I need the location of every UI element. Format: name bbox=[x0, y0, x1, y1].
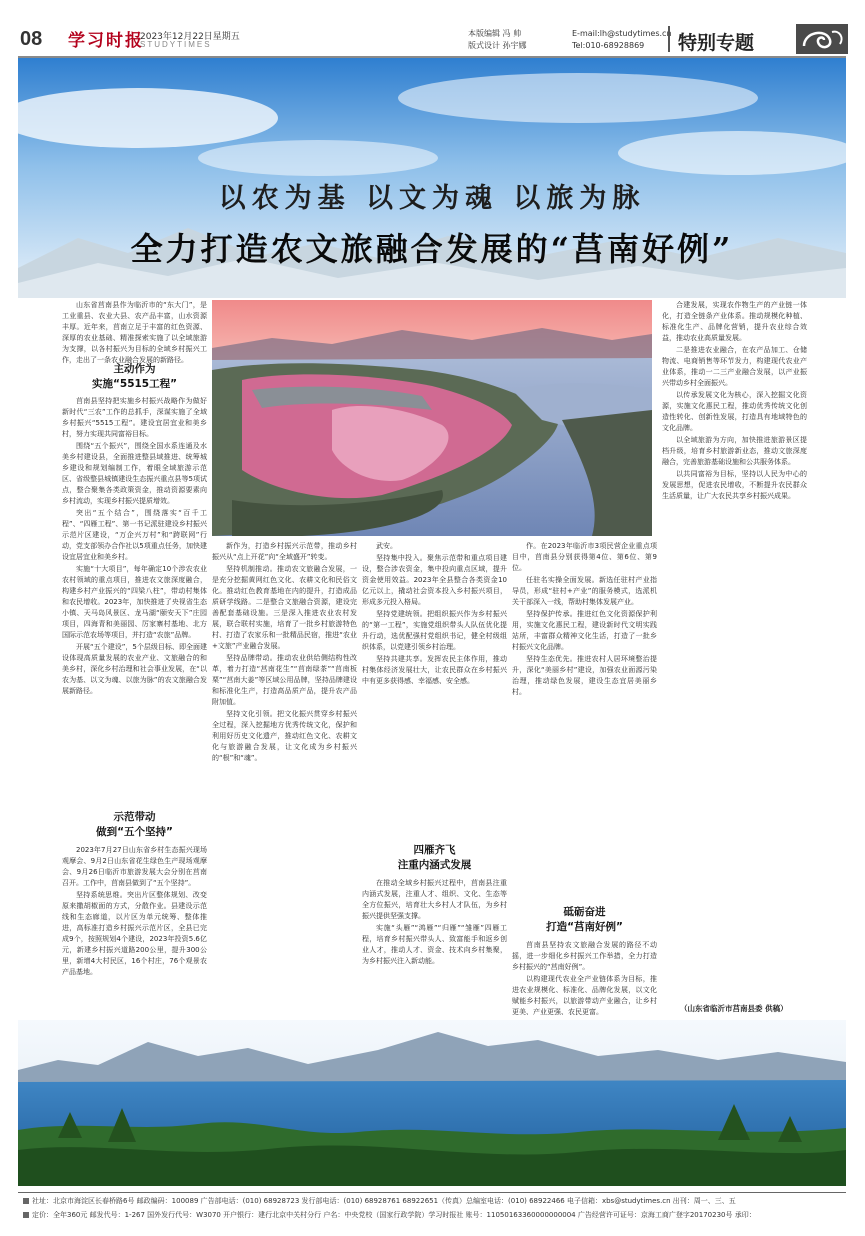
paragraph: 开展“五个建设”，5个层级目标、即全面建设体现高质量发展的农业产业、文旅融合的和美乡村，深化乡村治理和社会事业发展，在“以农为基、以文为魂、以旅为脉”的农文旅融合发展新路径。 bbox=[62, 643, 207, 695]
section-tab bbox=[668, 26, 848, 52]
paragraph: 坚持保护传承。推进红色文化资源保护利用，实施文化惠民工程，建设新时代文明实践站所，丰富群众精神文化生活，打造了一批乡村振兴文化品牌。 bbox=[512, 610, 657, 651]
headline-line-2: 全力打造农文旅融合发展的“莒南好例” bbox=[130, 230, 734, 268]
phone-line: Tel:010-68928869 bbox=[572, 41, 645, 50]
section-3-heading bbox=[362, 843, 507, 873]
section-4-heading-line: 砥砺奋进 打造“莒南好例” bbox=[546, 906, 623, 933]
paragraph: 坚持品牌带动。推动农业供给侧结构性改革，着力打造“莒南花生”“莒南绿茶”“莒南板栗”“莒南大姜”等区域公用品牌，坚持品牌建设和标准化生产，打造高品质产品，提升农产品附加值。 bbox=[212, 654, 357, 706]
paragraph: 围绕“五个振兴”，围绕全国水系连通及水美乡村建设县，全面推进整县域推进、统筹城乡建设和规划编制工作，着眼全域旅游示范区、省级整县城镇建设生态振兴重点县等5项试点，整合聚集各类政策资金，推动资源要素向乡村流动，实现乡村振兴提质增效。 bbox=[62, 442, 207, 505]
issue-date: 2023年12月22日星期五 bbox=[140, 32, 240, 42]
intro-text bbox=[62, 300, 207, 364]
editor-info bbox=[468, 28, 527, 52]
footer-rule bbox=[18, 1192, 846, 1193]
section-title: 特别专题 bbox=[678, 32, 755, 54]
village-aerial-image bbox=[212, 300, 652, 536]
paragraph: 坚持机制推动。推动农文旅融合发展，一是充分挖掘黄网红色文化、农耕文化和民俗文化。推动红色教育基地在内的提升，打造成品质研学线路。二是整合文旅融合资源，建设完善配套基础设施。三是深入推进农业农村发展，联合联村实施，培育了一批乡村旅游特色村、打造了农家乐和一批精品民宿，推进“农业+文旅”产业融合发展。 bbox=[212, 565, 357, 650]
right-middle-column bbox=[512, 541, 657, 871]
footer-pricing: 定价：全年360元 邮发代号：1-267 国外发行代号：W3070 开户银行：建行北京中关村分行 户名：中央党校（国家行政学院）学习时报社 账号：11050163360000000004 广告经营许可证号：京海工商广登字20170230号 承印： bbox=[32, 1211, 756, 1219]
section-2-heading-line: 示范带动 做到“五个坚持” bbox=[96, 811, 173, 838]
editor-line: 本版编辑 冯 帅 bbox=[468, 29, 522, 38]
paragraph: 新作为，打造乡村振兴示范带，推动乡村振兴从“点上开花”向“全域盛开”转变。 bbox=[212, 542, 357, 561]
lake-landscape-image bbox=[18, 1020, 846, 1186]
paragraph: 坚持生态优先。推进农村人居环境整治提升，深化“美丽乡村”建设，加强农业面源污染治理，推动绿色发展，建设生态宜居美丽乡村。 bbox=[512, 655, 657, 696]
village-aerial-photo bbox=[212, 300, 652, 536]
section-1-body bbox=[62, 396, 207, 794]
paper-logo[interactable]: 学习时报 bbox=[68, 31, 144, 51]
square-bullet-icon bbox=[23, 1212, 29, 1218]
paragraph: 坚持党建统领。把组织振兴作为乡村振兴的“第一工程”，实施党组织带头人队伍优化提升行动，选优配强村党组织书记，健全村级组织体系，以党建引领乡村治理。 bbox=[362, 610, 507, 651]
paragraph: 在推动全域乡村振兴过程中，莒南县注重内涵式发展，注重人才、组织、文化、生态等全方位振兴，培育壮大乡村人才队伍，为乡村振兴提供坚强支撑。 bbox=[362, 879, 507, 920]
paragraph: 2023年7月27日山东省乡村生态振兴现场观摩会、9月2日山东省花生绿色生产现场观摩会、9月26日临沂市旅游发展大会分别在莒南召开。工作中，莒南县做到了“五个坚持”。 bbox=[62, 846, 207, 887]
footer-line-2 bbox=[20, 1210, 756, 1220]
paragraph: 坚持集中投入。聚焦示范带和重点项目建设，整合涉农资金，集中投向重点区域，提升资金使用效益。2023年全县整合各类资金10亿元以上，撬动社会资本投入乡村振兴项目，形成多元投入格局。 bbox=[362, 554, 507, 606]
paragraph: 实施“头雁”“鸿雁”“归雁”“雏雁”四雁工程，培育乡村振兴带头人、致富能手和返乡创业人才，推动人才、资金、技术向乡村集聚，为乡村振兴注入新动能。 bbox=[362, 924, 507, 965]
paragraph: 任驻名实操全面发展。新选任驻村产业指导员，形成“驻村+产业”的服务模式，选派机关干部深入一线，帮助村集体发展产业。 bbox=[512, 576, 657, 606]
section-2-body bbox=[62, 845, 207, 1015]
paragraph: 以共同富裕为目标，坚持以人民为中心的发展思想，促进农民增收，不断提升农民群众生活质量，让广大农民共享乡村振兴成果。 bbox=[662, 470, 807, 500]
paragraph: 以构建现代农业全产业链体系为目标，推进农业规模化、标准化、品牌化发展，以文化赋能乡村振兴，以旅游带动产业融合，让乡村更美、产业更强、农民更富。 bbox=[512, 975, 657, 1016]
paragraph: 莒南县坚持把实施乡村振兴战略作为做好新时代“三农”工作的总抓手，深谋实施了全域乡村振兴“5515工程”。建设宜居宜业和美乡村，努力实现共同富裕目标。 bbox=[62, 397, 207, 438]
email-line[interactable]: E-mail:lh@studytimes.cn bbox=[572, 29, 672, 38]
paragraph: 坚持共建共享。发挥农民主体作用，推动村集体经济发展壮大，让农民群众在乡村振兴中有更多获得感、幸福感、安全感。 bbox=[362, 655, 507, 685]
right-column bbox=[662, 300, 807, 1000]
paragraph: 莒南县坚持农文旅融合发展的路径不动摇，进一步细化乡村振兴工作举措，全力打造乡村振兴的“莒南好例”。 bbox=[512, 941, 657, 971]
lake-landscape-photo bbox=[18, 1020, 846, 1186]
source-credit: （山东省临沂市莒南县委 供稿） bbox=[680, 1004, 788, 1013]
paragraph: 以全域旅游为方向，加快推进旅游景区提档升级，培育乡村旅游新业态，推动文旅深度融合，完善旅游基础设施和公共服务体系。 bbox=[662, 436, 807, 466]
paragraph: 合建发展，实现农作物生产的产业链一体化，打造全链条产业体系。推动规模化种植、标准化生产、品牌化营销，提升农业综合效益，推动农业高质量发展。 bbox=[662, 301, 807, 342]
section-4-heading bbox=[512, 905, 657, 935]
paragraph: 坚持系统思维。突出片区整体规划、改变原来撒胡椒面的方式，分散作业。县建设示范线和生态廊道，以片区为单元统筹、整体推进，高标准打造乡村振兴示范片区，全县已完成9个，按照规划4个建设，2023年投资5.6亿元，新建乡村振兴道路200公里，提升300公里，新增4大村民区，16个村庄，76个观景农产品基地。 bbox=[62, 891, 207, 976]
hero-banner bbox=[18, 58, 846, 298]
paragraph: 作。在2023年临沂市3项民营企业重点项目中，莒南县分别获得第4位、第6位、第9位。 bbox=[512, 542, 657, 572]
paragraph: 二是推进农业融合，在农产品加工、仓储物流、电商销售等环节发力，构建现代农业产业体系，推动一二三产业融合发展，以产业振兴带动乡村全面振兴。 bbox=[662, 346, 807, 387]
section-3-body bbox=[362, 878, 507, 1013]
masthead bbox=[0, 0, 865, 55]
paragraph: 突出“五个结合”，围绕落实“百千工程”、“四雁工程”、第一书记派驻建设乡村振兴示范片区建设，“万企兴万村”和“跨联网”行动，党支部领办合作社以5项重点任务，加快建设宜居宜业和美乡村。 bbox=[62, 509, 207, 561]
designer-line: 版式设计 孙宇娜 bbox=[468, 41, 527, 50]
section-3-heading-line: 四雁齐飞 注重内涵式发展 bbox=[397, 844, 472, 871]
swirl-decoration-icon bbox=[796, 24, 848, 54]
paragraph: 坚持文化引领。把文化振兴贯穿乡村振兴全过程，深入挖掘地方优秀传统文化，保护和利用好历史文化遗产，推动红色文化、农耕文化与旅游融合发展，让文化成为乡村振兴的“根”和“魂”。 bbox=[212, 710, 357, 762]
middle-column-1 bbox=[212, 541, 357, 1011]
paper-english-name: STUDYTIMES bbox=[140, 40, 212, 49]
section-4-body bbox=[512, 940, 657, 1015]
section-1-heading-line: 主动作为 实施“5515工程” bbox=[91, 363, 178, 390]
headline-line-1: 以农为基 以文为魂 以旅为脉 bbox=[218, 183, 646, 214]
paragraph: 武安。 bbox=[376, 542, 397, 550]
intro-paragraph: 山东省莒南县作为临沂市的“东大门”，是工业重县、农业大县、农产品丰富，山水资源丰厚。近年来，莒南立足于丰富的红色资源、深厚的农业基础、精准探索实施了以全域旅游为支撑，以各村振兴为目标的全域乡村振兴工作，走出了一条农业融合发展的新路径。 bbox=[62, 301, 207, 364]
section-1-heading bbox=[62, 362, 207, 392]
page-number: 08 bbox=[20, 28, 43, 50]
section-2-heading bbox=[62, 810, 207, 840]
paragraph: 实施“十大项目”，每年确定10个涉农农业农村领域的重点项目，推进农文旅深度融合，构建乡村产业振兴的“四梁八柱”，带动村集体和农民增收。2023年，加快推进了央视省生态小镇、天马岛风景区、龙马湖“颐安天下”庄园项目，四海青和美丽园、厉家寨村基地、北方国际示范农场等项目，并打造“农旅”品牌。 bbox=[62, 565, 207, 639]
paragraph: 以传承发展文化为核心，深入挖掘文化资源，实施文化惠民工程，推动优秀传统文化创造性转化、创新性发展，打造具有地域特色的文化品牌。 bbox=[662, 391, 807, 432]
contact-info bbox=[572, 28, 672, 52]
middle-column-2 bbox=[362, 541, 507, 831]
footer-line-1 bbox=[20, 1196, 736, 1206]
square-bullet-icon bbox=[23, 1198, 29, 1204]
footer-address: 社址：北京市海淀区长春桥路6号 邮政编码：100089 广告部电话：(010) 68928723 发行部电话：(010) 68928761 68922651（传真）总编室电话：(010) 68922466 电子信箱：xbs@studytimes.cn 出刊：周一、三、五 bbox=[32, 1197, 736, 1205]
